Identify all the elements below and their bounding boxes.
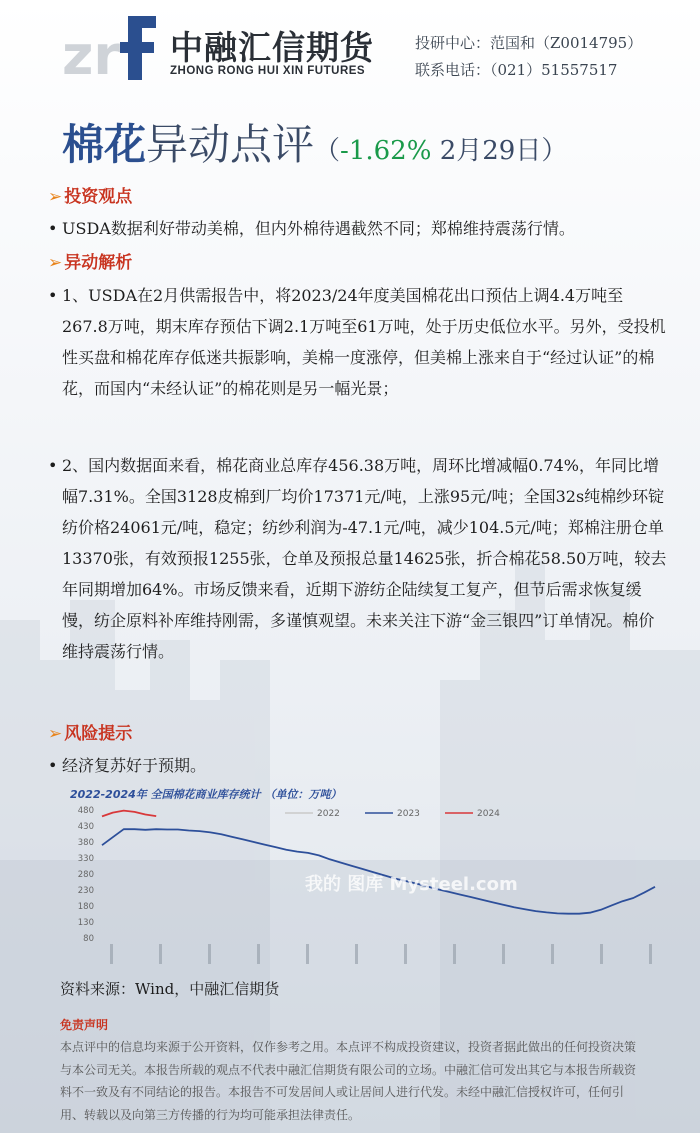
data-source: 资料来源：Wind，中融汇信期货 [60,980,280,998]
y-tick-label: 180 [77,902,94,912]
x-tick-mark [453,944,456,964]
title-commodity: 棉花 [62,120,147,169]
x-tick-mark [208,944,211,964]
svg-text:zr: zr [62,24,121,82]
y-tick-label: 480 [77,806,94,816]
view-paragraph: • USDA数据利好带动美棉，但内外棉待遇截然不同；郑棉维持震荡行情。 [48,213,668,244]
series-line-2024 [102,811,156,817]
x-tick-mark [600,944,603,964]
x-tick-mark [355,944,358,964]
y-tick-label: 380 [77,838,94,848]
x-tick-mark [257,944,260,964]
section-heading-analysis: ➢ 异动解析 [48,253,133,273]
arrow-icon: ➢ [48,187,63,207]
x-tick-mark [404,944,407,964]
title-subtitle: 异动点评 [146,120,315,169]
bullet-icon: • [48,456,58,475]
arrow-icon: ➢ [48,724,63,744]
y-tick-label: 330 [77,854,94,864]
x-tick-mark [159,944,162,964]
x-tick-mark [110,944,113,964]
analysis-paragraph-2: • 2、国内数据面来看，棉花商业总库存456.38万吨，周环比增减幅0.74%，年同比增幅7.31%。全国3128皮棉到厂均价17371元/吨，上涨95元/吨；全国32s纯棉纱环锭纺价格24061元/吨，稳定；纺纱利润为-47.1元/吨，减少104.5元/吨；郑棉注册仓单13370张，有效预报1255张，仓单及预报总量14625张，折合棉花58.50万吨，较去年同期增加64%。市场反馈来看，近期下游纺企陆续复工复产，但节后需求恢复缓慢，纺企原料补库维持刚需，多谨慎观望。未来关注下游“金三银四”订单情况。棉价维持震荡行情。 [48,450,668,667]
analysis-paragraph-1: • 1、USDA在2月供需报告中，将2023/24年度美国棉花出口预估上调4.4万吨至267.8万吨，期末库存预估下调2.1万吨至61万吨，处于历史低位水平。另外，受投机性买盘和棉花库存低迷共振影响，美棉一度涨停，但美棉上涨来自于“经过认证”的棉花，而国内“未经认证”的棉花则是另一幅光景； [48,280,668,404]
x-tick-mark [502,944,505,964]
legend-label: 2023 [397,809,420,819]
title-change: -1.62% [340,136,432,166]
x-tick-mark [649,944,652,964]
analyst-line: 投研中心：范国和（Z0014795） [415,34,643,52]
contact-info [415,30,642,84]
x-tick-mark [551,944,554,964]
disclaimer-text: 本点评中的信息均来源于公开资料，仅作参考之用。本点评不构成投资建议，投资者据此做出的任何投资决策与本公司无关。本报告所载的观点不代表中融汇信期货有限公司的立场。中融汇信可发出其它与本报告所载资料不一致及有不同结论的报告。本报告不可发居间人或让居间人进行代发。未经中融汇信授权许可，任何引用、转载以及向第三方传播的行为均可能承担法律责任。 [60,1040,637,1122]
bullet-icon: • [48,219,58,238]
disclaimer-title: 免责声明 [60,1018,109,1032]
company-logo-icon [60,12,160,82]
title-date: 2月29日） [431,136,568,166]
phone-line: 联系电话：（021）51557517 [415,61,618,79]
cotton-inventory-chart [50,780,660,980]
y-tick-label: 430 [77,822,94,832]
y-tick-label: 280 [77,870,94,880]
y-tick-label: 80 [83,934,94,944]
legend-label: 2022 [317,809,340,819]
y-tick-label: 230 [77,886,94,896]
section-heading-view: ➢ 投资观点 [48,187,133,207]
legend-label: 2024 [477,809,500,819]
section-heading-risk: ➢ 风险提示 [48,724,133,744]
title-open-paren: （ [314,136,341,166]
chart-title: 2022-2024年 全国棉花商业库存统计 （单位：万吨） [70,788,342,801]
y-tick-label: 130 [77,918,94,928]
page-title [62,112,567,172]
risk-paragraph: • 经济复苏好于预期。 [48,750,668,781]
series-line-2023 [102,829,655,914]
arrow-icon: ➢ [48,253,63,273]
x-tick-mark [306,944,309,964]
company-name-cn: 中融汇信期货 [170,28,374,67]
company-name-en: ZHONG RONG HUI XIN FUTURES [170,65,366,77]
header [0,0,700,100]
bullet-icon: • [48,286,58,305]
bullet-icon: • [48,756,58,775]
chart-watermark: 我的 图库 Mysteel.com [305,874,518,895]
